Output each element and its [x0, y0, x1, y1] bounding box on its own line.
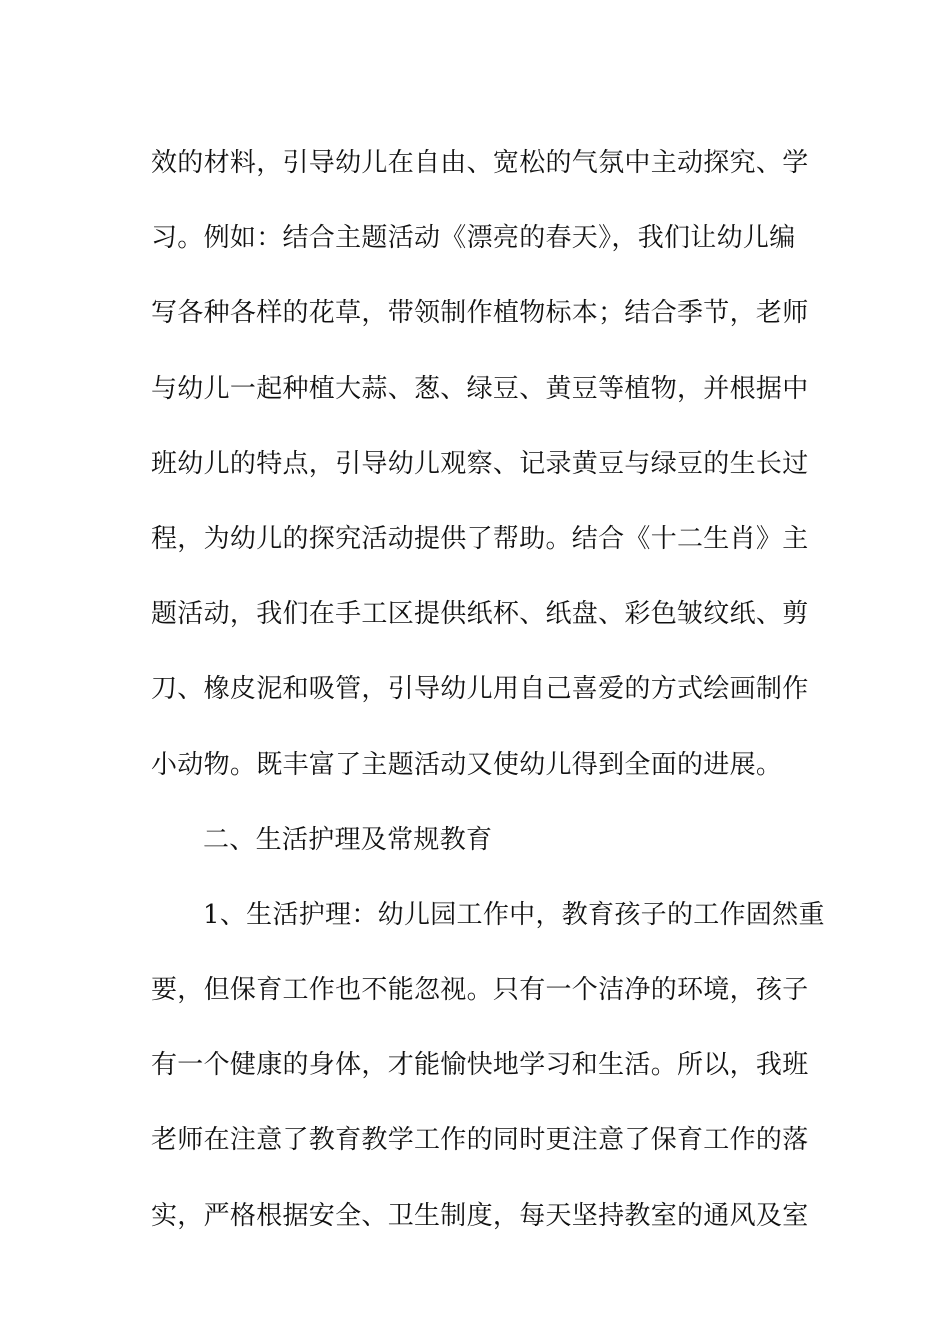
text-line: 写各种各样的花草，带领制作植物标本；结合季节，老师 — [151, 298, 809, 329]
paragraph-first-line: 1、生活护理：幼儿园工作中，教育孩子的工作固然重 — [203, 899, 825, 930]
text-line: 实，严格根据安全、卫生制度，每天坚持教室的通风及室 — [151, 1200, 809, 1231]
text-line: 习。例如：结合主题活动《漂亮的春天》，我们让幼儿编 — [151, 223, 796, 254]
text-line: 要，但保育工作也不能忽视。只有一个洁净的环境，孩子 — [151, 975, 809, 1006]
text-line: 班幼儿的特点，引导幼儿观察、记录黄豆与绿豆的生长过 — [151, 448, 809, 479]
text-line: 程，为幼儿的探究活动提供了帮助。结合《十二生肖》主 — [151, 523, 809, 554]
text-line: 题活动，我们在手工区提供纸杯、纸盘、彩色皱纹纸、剪 — [151, 599, 809, 630]
text-line: 有一个健康的身体，才能愉快地学习和生活。所以，我班 — [151, 1050, 809, 1081]
paragraph-first-line: 二、生活护理及常规教育 — [203, 824, 493, 855]
text-line: 效的材料，引导幼儿在自由、宽松的气氛中主动探究、学 — [151, 148, 809, 178]
body-text — [151, 126, 825, 1254]
text-line: 小动物。既丰富了主题活动又使幼儿得到全面的进展。 — [151, 749, 783, 780]
text-line: 刀、橡皮泥和吸管，引导幼儿用自己喜爱的方式绘画制作 — [151, 674, 809, 705]
text-line: 老师在注意了教育教学工作的同时更注意了保育工作的落 — [151, 1125, 809, 1156]
text-line: 与幼儿一起种植大蒜、葱、绿豆、黄豆等植物，并根据中 — [151, 373, 809, 404]
